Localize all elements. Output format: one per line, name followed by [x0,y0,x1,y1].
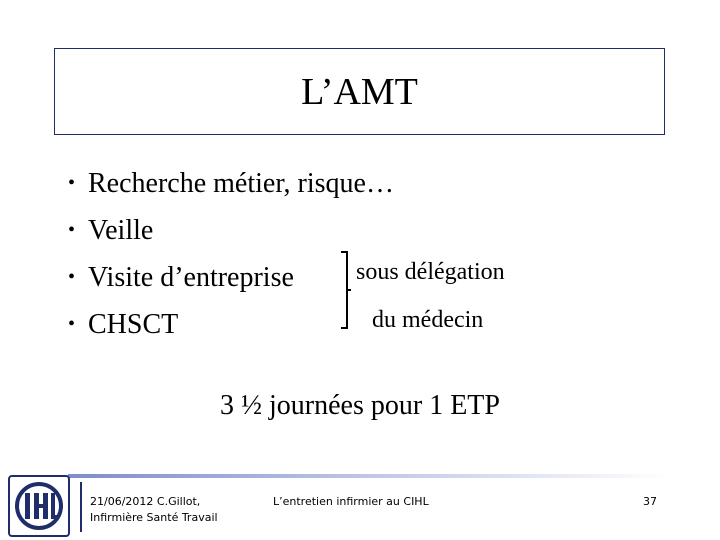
bullet-text: Veille [88,215,154,246]
bullet-item [68,160,394,207]
right-bracket-icon [339,250,353,330]
bullet-text: Visite d’entreprise [88,262,294,293]
bullet-text: CHSCT [88,309,179,340]
bullet-mark: • [68,172,76,194]
bullet-text: Recherche métier, risque… [88,168,394,199]
bullet-mark: • [68,219,76,241]
delegation-line-1: sous délégation [356,259,505,285]
footer-vertical-rule [80,482,82,532]
slide-title: L’AMT [301,70,418,113]
cihl-logo-icon [8,475,70,537]
footer-center-text: L’entretien infirmier au CIHL [273,495,429,508]
summary-text: 3 ½ journées pour 1 ETP [220,390,500,421]
bullet-mark: • [68,266,76,288]
delegation-line-2: du médecin [372,307,484,333]
title-box [54,48,665,135]
bullet-item [68,207,394,254]
page-number: 37 [643,495,657,508]
footer-author-line-1: 21/06/2012 C.Gillot, [90,495,201,508]
bullet-mark: • [68,313,76,335]
footer-divider [68,474,668,478]
footer-author-line-2: Infirmière Santé Travail [90,511,218,524]
